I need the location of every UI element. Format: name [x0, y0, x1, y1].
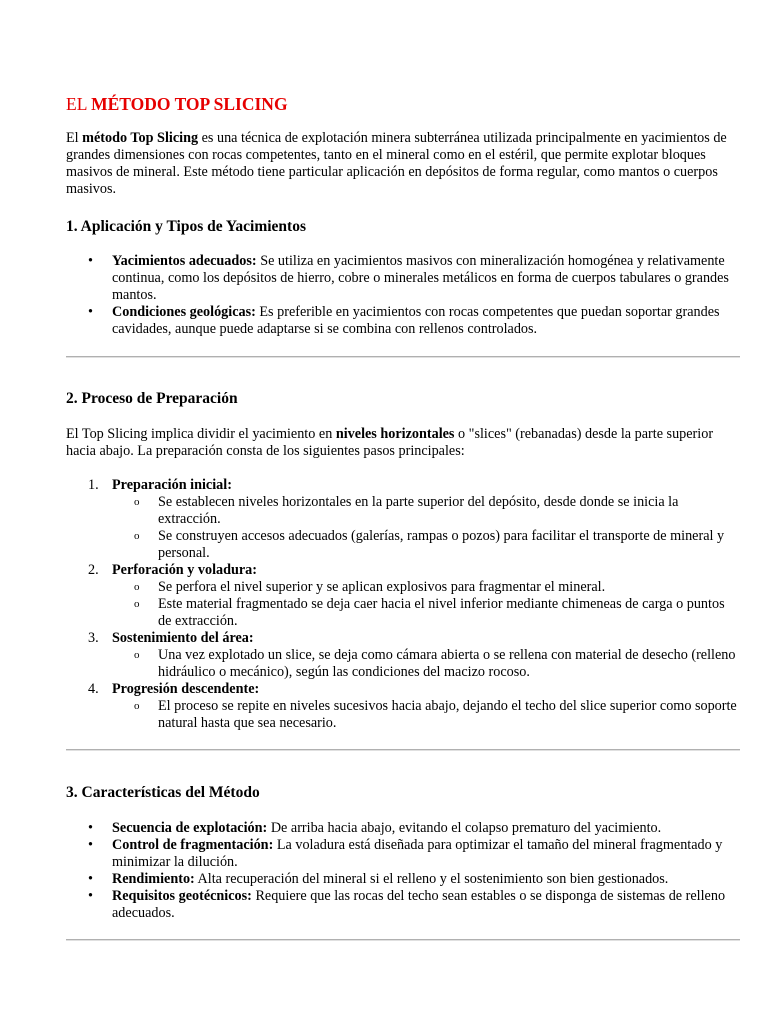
bullet-dot-icon: •	[88, 304, 93, 320]
item-text: Se utiliza en yacimientos masivos con mineralización homogénea y relativamente continua, como los depósitos de hierro, cobre o minerales metálicos en forma de cuerpos tabulares o grandes mantos.	[112, 253, 729, 303]
sub-item-text: Se construyen accesos adecuados (galerías, rampas o pozos) para facilitar el transporte de mineral y personal.	[158, 528, 725, 561]
step-item	[66, 477, 740, 562]
item-label: Secuencia de explotación:	[112, 820, 268, 836]
section-1-heading: 1. Aplicación y Tipos de Yacimientos	[66, 218, 306, 235]
list-item	[66, 820, 740, 837]
item-label: Yacimientos adecuados:	[112, 253, 257, 269]
sub-item	[112, 647, 740, 681]
item-label: Rendimiento:	[112, 871, 195, 887]
list-item	[66, 888, 740, 922]
item-label: Requisitos geotécnicos:	[112, 888, 252, 904]
step-number: 3.	[88, 630, 99, 646]
intro-text-2: es una técnica de explotación minera subterránea utilizada principalmente en yacimientos de grandes dimensiones con rocas competentes, tanto en el mineral como en el estéril, que permite explotar bloques masivos de mineral. Este método tiene particular aplicación en depósitos de forma regular, como mantos o cuerpos masivos.	[66, 130, 727, 197]
section-2-heading: 2. Proceso de Preparación	[66, 390, 238, 407]
step-label: Progresión descendente:	[112, 681, 260, 697]
sub-item-text: El proceso se repite en niveles sucesivos hacia abajo, dejando el techo del slice superior como soporte natural hasta que sea necesario.	[158, 698, 737, 731]
step-sub-list	[112, 494, 740, 562]
step-item	[66, 681, 740, 732]
item-text: Requiere que las rocas del techo sean estables o se disponga de sistemas de relleno adecuados.	[112, 888, 726, 921]
sub-item-text: Se establecen niveles horizontales en la parte superior del depósito, desde donde se inicia la extracción.	[158, 494, 679, 527]
bullet-dot-icon: •	[88, 837, 93, 853]
title-prefix: EL	[66, 94, 92, 114]
sub-item-text: Se perfora el nivel superior y se aplican explosivos para fragmentar el mineral.	[158, 579, 606, 595]
step-number: 4.	[88, 681, 99, 697]
sub-item-text: Una vez explotado un slice, se deja como cámara abierta o se rellena con material de desecho (relleno hidráulico o mecánico), según las condiciones del macizo rocoso.	[158, 647, 736, 680]
list-item	[66, 253, 740, 304]
item-text: Es preferible en yacimientos con rocas competentes que puedan soportar grandes cavidades, aunque puede adaptarse si se combina con rellenos controlados.	[112, 304, 720, 337]
step-label: Sostenimiento del área:	[112, 630, 254, 646]
sub-item	[112, 596, 740, 630]
sub-item	[112, 528, 740, 562]
sub-item	[112, 698, 740, 732]
section-divider	[66, 939, 740, 941]
hollow-circle-icon: o	[134, 581, 140, 593]
item-label: Condiciones geológicas:	[112, 304, 256, 320]
step-sub-list	[112, 647, 740, 681]
title-main: MÉTODO TOP SLICING	[91, 94, 288, 114]
document-title	[66, 92, 740, 116]
intro-bold-term: método Top Slicing	[82, 130, 199, 146]
step-number: 2.	[88, 562, 99, 578]
section-3-heading: 3. Características del Método	[66, 784, 260, 801]
hollow-circle-icon: o	[134, 530, 140, 542]
list-item	[66, 304, 740, 338]
item-text: Alta recuperación del mineral si el relleno y el sostenimiento son bien gestionados.	[194, 871, 669, 887]
hollow-circle-icon: o	[134, 649, 140, 661]
bullet-dot-icon: •	[88, 253, 93, 269]
list-item	[66, 837, 740, 871]
bullet-dot-icon: •	[88, 820, 93, 836]
section-3-list	[66, 820, 740, 922]
step-sub-list	[112, 698, 740, 732]
hollow-circle-icon: o	[134, 496, 140, 508]
bullet-dot-icon: •	[88, 871, 93, 887]
intro-text-1: El	[66, 130, 83, 146]
intro-paragraph	[66, 130, 740, 198]
section-2-intro	[66, 426, 740, 460]
section-2-intro-text-2: o "slices" (rebanadas) desde la parte superior hacia abajo. La preparación consta de los siguientes pasos principales:	[66, 426, 714, 459]
section-1-list	[66, 253, 740, 338]
step-number: 1.	[88, 477, 99, 493]
section-2-steps	[66, 477, 740, 732]
section-2-intro-bold: niveles horizontales	[335, 426, 455, 442]
step-label: Preparación inicial:	[112, 477, 232, 493]
section-divider	[66, 749, 740, 751]
step-label: Perforación y voladura:	[112, 562, 257, 578]
hollow-circle-icon: o	[134, 598, 140, 610]
document-content	[66, 92, 740, 941]
hollow-circle-icon: o	[134, 700, 140, 712]
item-text: De arriba hacia abajo, evitando el colapso prematuro del yacimiento.	[267, 820, 662, 836]
sub-item	[112, 579, 740, 596]
section-2-intro-text-1: El Top Slicing implica dividir el yacimiento en	[66, 426, 336, 442]
item-label: Control de fragmentación:	[112, 837, 274, 853]
step-item	[66, 630, 740, 681]
sub-item	[112, 494, 740, 528]
section-divider	[66, 356, 740, 358]
list-item	[66, 871, 740, 888]
step-sub-list	[112, 579, 740, 630]
bullet-dot-icon: •	[88, 888, 93, 904]
sub-item-text: Este material fragmentado se deja caer hacia el nivel inferior mediante chimeneas de carga o puntos de extracción.	[158, 596, 725, 629]
item-text: La voladura está diseñada para optimizar el tamaño del mineral fragmentado y minimizar la dilución.	[112, 837, 723, 870]
step-item	[66, 562, 740, 630]
